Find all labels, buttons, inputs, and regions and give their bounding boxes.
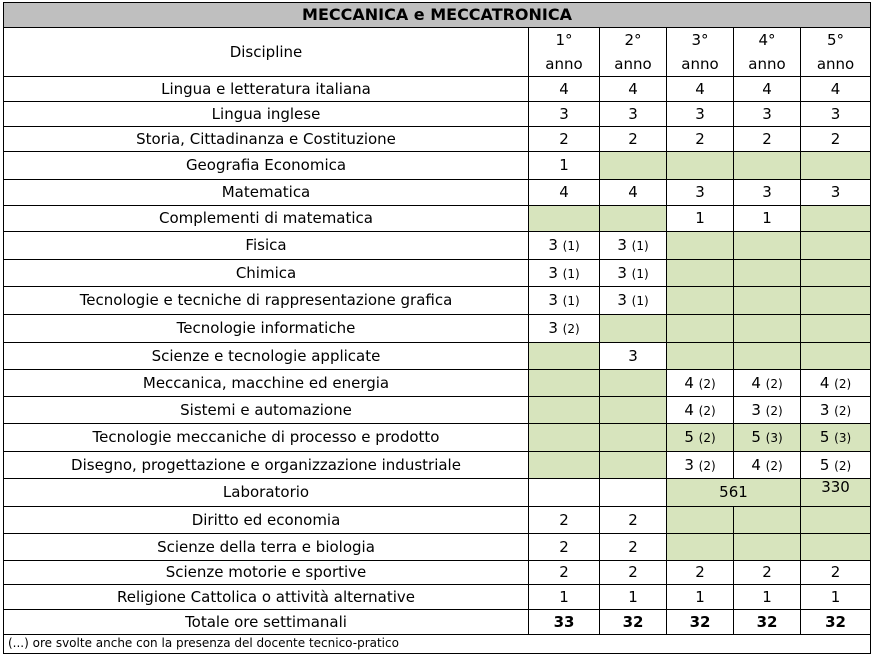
hours-value: 4 — [628, 183, 638, 202]
lab-hours-note: (1) — [631, 239, 649, 254]
discipline-name: Scienze e tecnologie applicate — [4, 343, 529, 370]
hours-value: 3 — [684, 455, 694, 474]
hours-cell — [801, 424, 871, 452]
hours-cell — [600, 424, 667, 452]
hours-value: 4 — [684, 373, 694, 392]
hours-value: 4 — [751, 455, 761, 474]
totale-value: 32 — [734, 610, 801, 635]
hours-cell — [667, 534, 734, 561]
discipline-name: Laboratorio — [4, 479, 529, 507]
hours-value: 1 — [559, 156, 569, 175]
hours-cell — [529, 452, 600, 479]
discipline-name: Complementi di matematica — [4, 206, 529, 232]
hours-cell — [529, 370, 600, 397]
hours-value: 3 — [695, 183, 705, 202]
footnote-row — [4, 635, 871, 654]
hours-cell — [529, 102, 600, 127]
hours-value: 3 — [548, 236, 558, 255]
discipline-name: Sistemi e automazione — [4, 397, 529, 424]
year-number: 5° — [826, 31, 845, 49]
hours-value: 2 — [559, 537, 569, 556]
hours-cell — [667, 397, 734, 424]
hours-cell — [600, 232, 667, 260]
lab-hours-note: (2) — [765, 458, 783, 473]
year-label: anno — [748, 55, 786, 73]
hours-value: 4 — [695, 79, 705, 98]
discipline-name: Matematica — [4, 180, 529, 206]
year-header — [529, 28, 600, 77]
hours-cell — [734, 102, 801, 127]
hours-value: 3 — [628, 104, 638, 123]
hours-value: 1 — [762, 587, 772, 606]
lab-hours-note: (3) — [834, 431, 852, 446]
hours-value: 3 — [695, 104, 705, 123]
hours-cell — [600, 479, 667, 507]
hours-value: 2 — [628, 510, 638, 529]
hours-value: 1 — [830, 587, 841, 606]
hours-cell — [529, 424, 600, 452]
hours-value: 3 — [617, 291, 627, 310]
lab-hours-5: 330 — [801, 479, 871, 507]
table-row — [4, 315, 871, 343]
hours-cell — [529, 232, 600, 260]
hours-cell — [801, 507, 871, 534]
hours-cell — [600, 507, 667, 534]
table-row — [4, 343, 871, 370]
hours-value: 3 — [559, 104, 569, 123]
discipline-header: Discipline — [4, 28, 529, 77]
hours-cell — [667, 206, 734, 232]
discipline-name: Scienze motorie e sportive — [4, 561, 529, 585]
hours-cell — [734, 370, 801, 397]
year-header — [667, 28, 734, 77]
table-row — [4, 534, 871, 561]
hours-cell — [734, 561, 801, 585]
hours-cell — [667, 127, 734, 152]
table-title: MECCANICA e MECCATRONICA — [4, 3, 871, 28]
hours-cell — [801, 180, 871, 206]
discipline-name: Lingua e letteratura italiana — [4, 77, 529, 102]
table-row — [4, 206, 871, 232]
lab-hours-note: (1) — [631, 266, 649, 281]
hours-cell — [734, 260, 801, 287]
hours-cell — [667, 452, 734, 479]
hours-cell — [529, 507, 600, 534]
hours-value: 4 — [684, 400, 694, 419]
year-number: 4° — [758, 31, 776, 49]
hours-cell — [667, 232, 734, 260]
hours-cell — [600, 77, 667, 102]
lab-hours-note: (1) — [631, 294, 649, 309]
hours-value: 5 — [819, 428, 830, 447]
hours-cell — [734, 507, 801, 534]
hours-value: 2 — [628, 537, 638, 556]
discipline-name: Disegno, progettazione e organizzazione industriale — [4, 452, 529, 479]
table-row — [4, 152, 871, 180]
hours-value: 4 — [559, 183, 569, 202]
table-row — [4, 232, 871, 260]
table-row — [4, 507, 871, 534]
hours-cell — [529, 127, 600, 152]
hours-value: 2 — [628, 563, 638, 582]
hours-cell — [529, 561, 600, 585]
hours-value: 5 — [751, 428, 761, 447]
lab-hours-note: (2) — [834, 458, 852, 473]
hours-cell — [529, 397, 600, 424]
hours-cell — [529, 534, 600, 561]
hours-cell — [801, 534, 871, 561]
lab-hours-note: (2) — [765, 403, 783, 418]
hours-cell — [667, 77, 734, 102]
hours-cell — [667, 343, 734, 370]
totale-label: Totale ore settimanali — [4, 610, 529, 635]
hours-cell — [801, 102, 871, 127]
hours-cell — [801, 77, 871, 102]
hours-cell — [734, 343, 801, 370]
hours-cell — [600, 260, 667, 287]
lab-hours-note: (2) — [765, 376, 783, 391]
lab-hours-note: (1) — [562, 266, 580, 281]
year-number: 1° — [555, 31, 573, 49]
hours-value: 3 — [819, 400, 830, 419]
hours-cell — [600, 127, 667, 152]
hours-value: 3 — [548, 319, 558, 338]
table-row-laboratorio — [4, 479, 871, 507]
hours-cell — [734, 585, 801, 610]
totale-value: 32 — [801, 610, 871, 635]
discipline-name: Fisica — [4, 232, 529, 260]
hours-value: 2 — [695, 563, 705, 582]
hours-cell — [667, 585, 734, 610]
hours-cell — [600, 152, 667, 180]
hours-cell — [734, 127, 801, 152]
hours-cell — [600, 452, 667, 479]
hours-cell — [801, 315, 871, 343]
table-row — [4, 260, 871, 287]
year-header — [734, 28, 801, 77]
lab-hours-note: (1) — [562, 239, 580, 254]
table-row — [4, 370, 871, 397]
hours-value: 4 — [762, 79, 772, 98]
discipline-name: Diritto ed economia — [4, 507, 529, 534]
hours-value: 1 — [559, 587, 569, 606]
lab-hours-3-4: 561 — [667, 479, 801, 507]
hours-value: 3 — [830, 104, 841, 123]
hours-cell — [801, 585, 871, 610]
hours-cell — [600, 102, 667, 127]
hours-cell — [801, 206, 871, 232]
year-number: 2° — [624, 31, 642, 49]
hours-cell — [529, 315, 600, 343]
hours-value: 3 — [548, 291, 558, 310]
lab-hours-note: (2) — [834, 376, 852, 391]
hours-value: 3 — [617, 263, 627, 282]
hours-cell — [801, 260, 871, 287]
table-row — [4, 102, 871, 127]
hours-value: 3 — [628, 346, 638, 365]
year-label: anno — [614, 55, 652, 73]
hours-cell — [734, 287, 801, 315]
year-label: anno — [681, 55, 719, 73]
hours-cell — [600, 180, 667, 206]
hours-value: 1 — [695, 209, 705, 228]
hours-cell — [801, 370, 871, 397]
curriculum-table — [3, 2, 871, 654]
year-number: 3° — [691, 31, 709, 49]
hours-value: 2 — [559, 563, 569, 582]
hours-value: 4 — [830, 79, 841, 98]
table-row — [4, 287, 871, 315]
hours-cell — [667, 180, 734, 206]
hours-value: 3 — [830, 183, 841, 202]
hours-cell — [801, 397, 871, 424]
hours-cell — [529, 287, 600, 315]
hours-value: 2 — [628, 129, 638, 148]
lab-hours-note: (1) — [562, 294, 580, 309]
hours-cell — [600, 585, 667, 610]
hours-cell — [529, 585, 600, 610]
footnote: (...) ore svolte anche con la presenza del docente tecnico-pratico — [4, 635, 871, 654]
hours-value: 3 — [751, 400, 761, 419]
hours-cell — [734, 534, 801, 561]
hours-cell — [600, 206, 667, 232]
hours-cell — [734, 77, 801, 102]
lab-hours-note: (2) — [834, 403, 852, 418]
hours-cell — [667, 507, 734, 534]
totale-value: 33 — [529, 610, 600, 635]
hours-cell — [667, 287, 734, 315]
year-header — [600, 28, 667, 77]
discipline-name: Religione Cattolica o attività alternative — [4, 585, 529, 610]
hours-cell — [801, 561, 871, 585]
hours-cell — [801, 152, 871, 180]
table-row — [4, 424, 871, 452]
year-label: anno — [816, 55, 855, 73]
hours-value: 2 — [762, 129, 772, 148]
hours-cell — [801, 232, 871, 260]
hours-cell — [734, 232, 801, 260]
table-row-totale — [4, 610, 871, 635]
hours-cell — [734, 152, 801, 180]
year-label: anno — [545, 55, 583, 73]
table-row — [4, 561, 871, 585]
discipline-name: Meccanica, macchine ed energia — [4, 370, 529, 397]
discipline-name: Storia, Cittadinanza e Costituzione — [4, 127, 529, 152]
hours-cell — [600, 370, 667, 397]
hours-cell — [600, 343, 667, 370]
hours-cell — [529, 343, 600, 370]
lab-hours-note: (2) — [698, 403, 716, 418]
discipline-name: Tecnologie informatiche — [4, 315, 529, 343]
discipline-name: Tecnologie e tecniche di rappresentazione grafica — [4, 287, 529, 315]
hours-cell — [529, 206, 600, 232]
hours-cell — [600, 397, 667, 424]
discipline-name: Scienze della terra e biologia — [4, 534, 529, 561]
lab-hours-note: (2) — [562, 322, 580, 337]
lab-hours-note: (2) — [698, 458, 716, 473]
hours-value: 2 — [830, 129, 841, 148]
hours-cell — [529, 77, 600, 102]
hours-cell — [667, 561, 734, 585]
hours-cell — [529, 152, 600, 180]
hours-value: 2 — [830, 563, 841, 582]
hours-cell — [529, 479, 600, 507]
hours-cell — [734, 452, 801, 479]
discipline-name: Tecnologie meccaniche di processo e prodotto — [4, 424, 529, 452]
lab-hours-note: (2) — [698, 376, 716, 391]
hours-value: 3 — [548, 263, 558, 282]
discipline-name: Chimica — [4, 260, 529, 287]
hours-cell — [734, 315, 801, 343]
hours-cell — [667, 315, 734, 343]
table-row — [4, 180, 871, 206]
discipline-name: Geografia Economica — [4, 152, 529, 180]
hours-cell — [600, 315, 667, 343]
hours-value: 2 — [762, 563, 772, 582]
hours-value: 2 — [695, 129, 705, 148]
hours-value: 3 — [762, 104, 772, 123]
hours-value: 3 — [762, 183, 772, 202]
hours-cell — [667, 370, 734, 397]
hours-value: 2 — [559, 129, 569, 148]
discipline-name: Lingua inglese — [4, 102, 529, 127]
hours-cell — [801, 343, 871, 370]
hours-value: 1 — [628, 587, 638, 606]
table-row — [4, 127, 871, 152]
hours-value: 4 — [819, 373, 830, 392]
table-row — [4, 397, 871, 424]
hours-cell — [667, 102, 734, 127]
hours-value: 1 — [762, 209, 772, 228]
hours-value: 3 — [617, 236, 627, 255]
hours-cell — [734, 397, 801, 424]
hours-cell — [734, 424, 801, 452]
lab-hours-note: (3) — [765, 431, 783, 446]
hours-value: 4 — [559, 79, 569, 98]
table-row — [4, 585, 871, 610]
hours-cell — [801, 127, 871, 152]
hours-value: 2 — [559, 510, 569, 529]
totale-value: 32 — [667, 610, 734, 635]
lab-hours-note: (2) — [698, 431, 716, 446]
table-row — [4, 77, 871, 102]
hours-cell — [667, 260, 734, 287]
hours-cell — [600, 534, 667, 561]
hours-cell — [801, 452, 871, 479]
hours-value: 5 — [684, 428, 694, 447]
hours-cell — [801, 287, 871, 315]
hours-cell — [734, 206, 801, 232]
hours-value: 4 — [751, 373, 761, 392]
hours-value: 5 — [819, 455, 830, 474]
hours-cell — [667, 424, 734, 452]
hours-cell — [734, 180, 801, 206]
year-header — [801, 28, 871, 77]
hours-value: 1 — [695, 587, 705, 606]
hours-value: 4 — [628, 79, 638, 98]
hours-cell — [529, 260, 600, 287]
table-row — [4, 452, 871, 479]
hours-cell — [667, 152, 734, 180]
hours-cell — [600, 561, 667, 585]
hours-cell — [529, 180, 600, 206]
hours-cell — [600, 287, 667, 315]
totale-value: 32 — [600, 610, 667, 635]
